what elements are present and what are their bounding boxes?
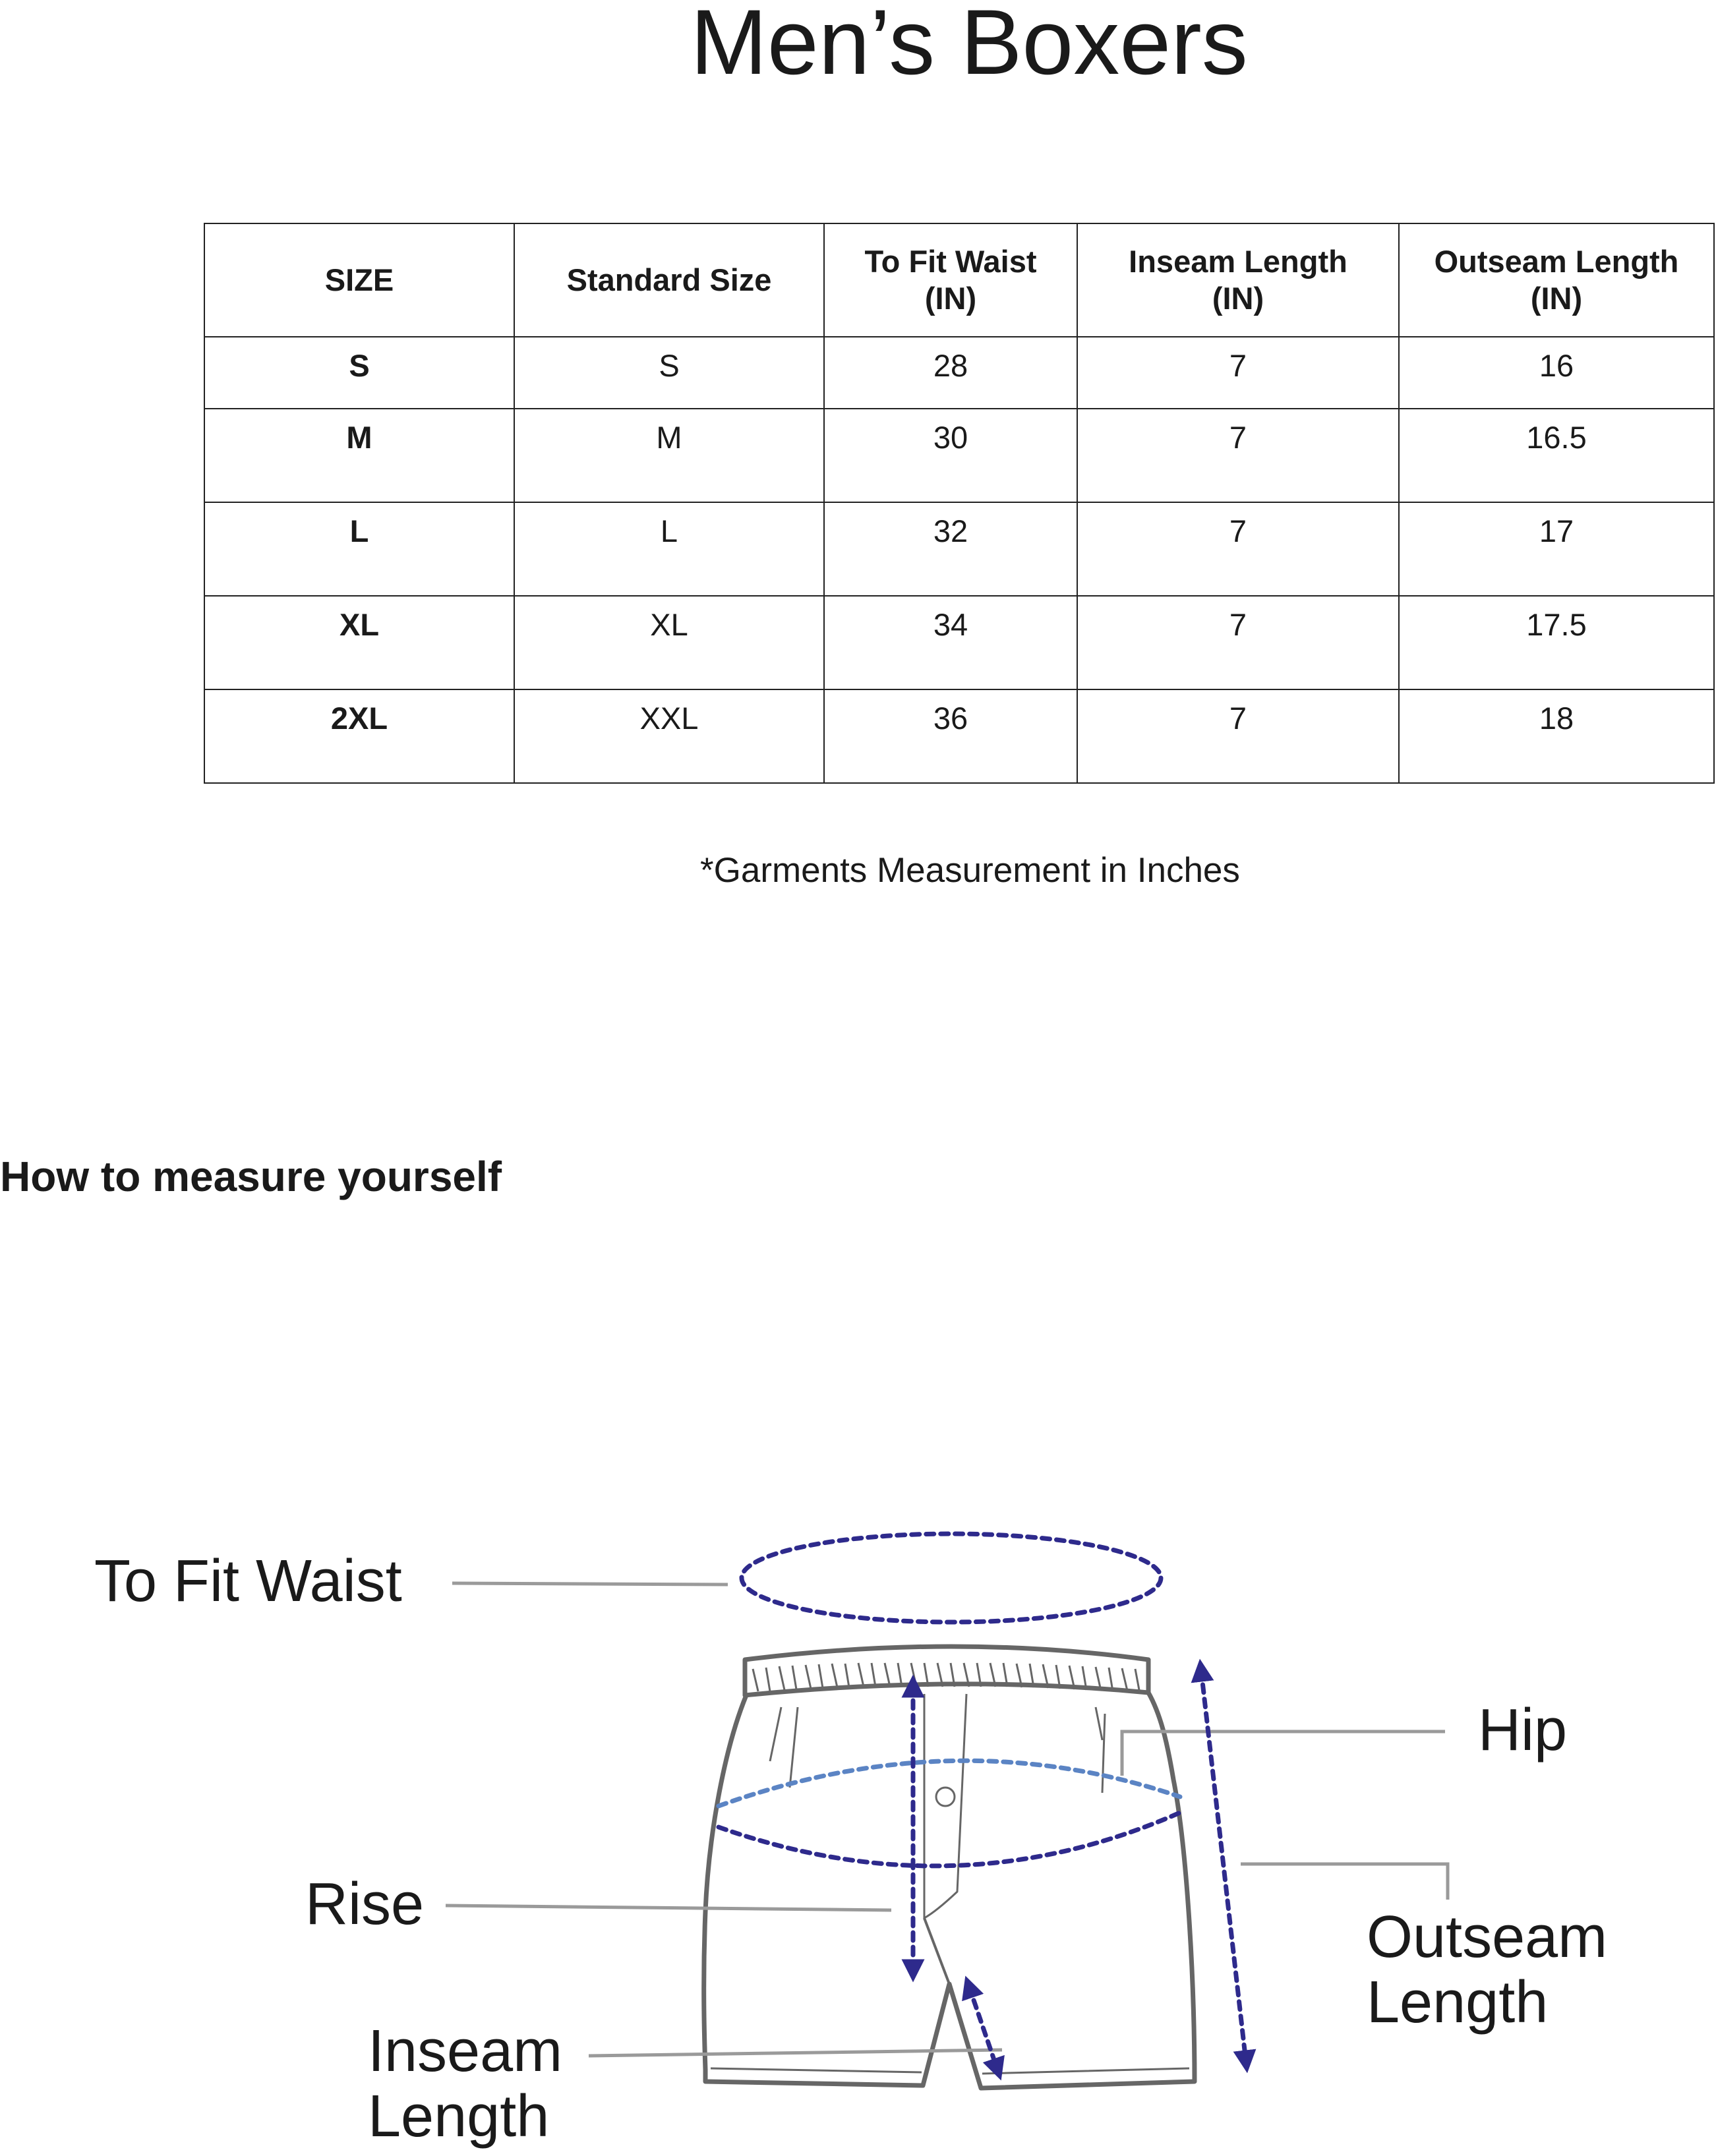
waist-measure-ellipse xyxy=(742,1534,1161,1622)
cell-waist: 32 xyxy=(824,502,1077,596)
cell-waist: 28 xyxy=(824,337,1077,409)
measurement-note: *Garments Measurement in Inches xyxy=(700,851,1240,890)
cell-waist: 30 xyxy=(824,409,1077,502)
header-to-fit-waist: To Fit Waist (IN) xyxy=(824,223,1077,337)
label-to-fit-waist: To Fit Waist xyxy=(94,1548,402,1614)
cell-standard-size: S xyxy=(514,337,824,409)
cell-outseam: 17.5 xyxy=(1399,596,1714,689)
cell-size: XL xyxy=(204,596,514,689)
label-rise: Rise xyxy=(305,1871,425,1937)
cell-standard-size: L xyxy=(514,502,824,596)
cell-waist: 36 xyxy=(824,689,1077,783)
header-outseam-length: Outseam Length (IN) xyxy=(1399,223,1714,337)
cell-size: L xyxy=(204,502,514,596)
outseam-arrow xyxy=(1201,1670,1246,2062)
header-size: SIZE xyxy=(204,223,514,337)
label-hip: Hip xyxy=(1478,1697,1568,1763)
header-standard-size: Standard Size xyxy=(514,223,824,337)
cell-inseam: 7 xyxy=(1077,337,1399,409)
page-title: Men’s Boxers xyxy=(690,0,1248,94)
cell-inseam: 7 xyxy=(1077,596,1399,689)
label-inseam-length: Inseam Length xyxy=(368,2018,563,2149)
cell-inseam: 7 xyxy=(1077,409,1399,502)
cell-outseam: 17 xyxy=(1399,502,1714,596)
label-outseam-length: Outseam Length xyxy=(1367,1904,1608,2035)
cell-inseam: 7 xyxy=(1077,689,1399,783)
how-to-measure-heading: How to measure yourself xyxy=(0,1153,502,1200)
cell-outseam: 16 xyxy=(1399,337,1714,409)
cell-size: 2XL xyxy=(204,689,514,783)
cell-inseam: 7 xyxy=(1077,502,1399,596)
hip-measure-front xyxy=(719,1761,1180,1806)
cell-size: M xyxy=(204,409,514,502)
cell-standard-size: XL xyxy=(514,596,824,689)
cell-standard-size: M xyxy=(514,409,824,502)
cell-outseam: 18 xyxy=(1399,689,1714,783)
cell-standard-size: XXL xyxy=(514,689,824,783)
measurement-guides xyxy=(719,1534,1246,2070)
header-inseam-length: Inseam Length (IN) xyxy=(1077,223,1399,337)
hip-measure-back xyxy=(719,1813,1180,1866)
cell-waist: 34 xyxy=(824,596,1077,689)
cell-outseam: 16.5 xyxy=(1399,409,1714,502)
leader-lines xyxy=(446,1583,1448,2056)
cell-size: S xyxy=(204,337,514,409)
